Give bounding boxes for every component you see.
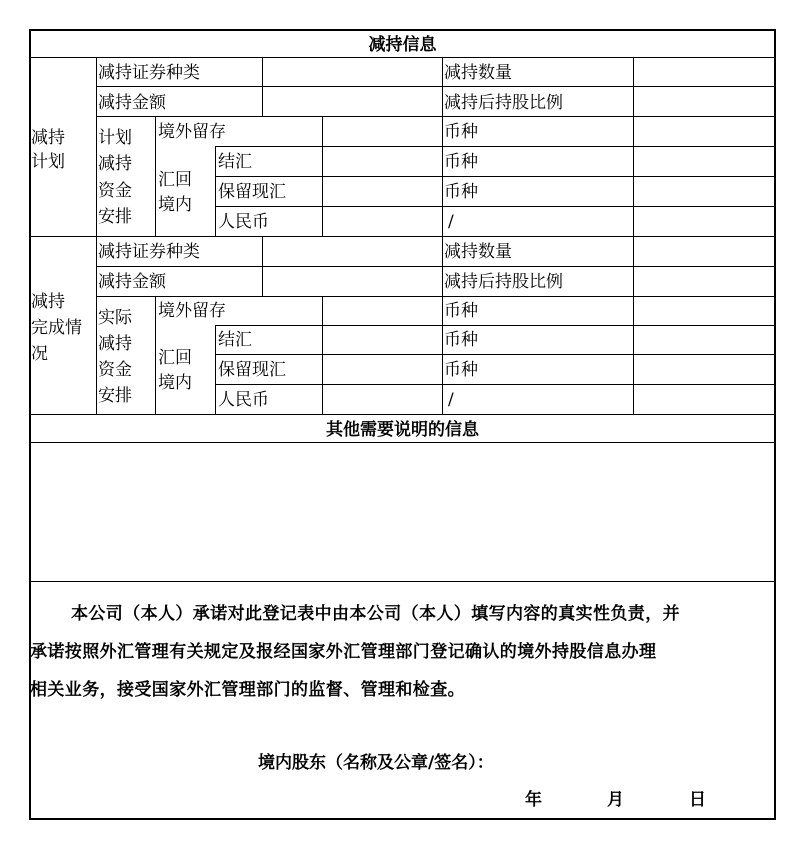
col-rule [96, 57, 97, 414]
completion-retained-fx-label: 保留现汇 [218, 360, 286, 380]
commitment-line: 相关业务，接受国家外汇管理部门的监督、管理和检查。 [30, 680, 465, 700]
completion-fund-arrangement-label: 资金 [98, 360, 132, 380]
plan-overseas-retained-label: 境外留存 [158, 122, 226, 142]
completion-fund-arrangement-label: 实际 [98, 308, 132, 328]
completion-section-label: 完成情 [31, 318, 82, 338]
completion-section-label: 况 [31, 344, 48, 364]
completion-currency-label: 币种 [444, 360, 478, 380]
plan-retained-fx-label: 保留现汇 [218, 182, 286, 202]
rule [215, 384, 775, 385]
commitment-line: 承诺按照外汇管理有关规定及报经国家外汇管理部门登记确认的境外持股信息办理 [30, 642, 657, 662]
completion-rmb-currency-slash: / [448, 390, 454, 410]
plan-amount-label: 减持金额 [98, 93, 166, 113]
plan-rmb-label: 人民币 [218, 212, 269, 232]
col-rule [442, 57, 443, 414]
section-header: 减持信息 [368, 35, 437, 55]
plan-repatriated-label: 境内 [158, 195, 192, 215]
completion-amount-label: 减持金额 [98, 272, 166, 292]
col-rule [215, 146, 216, 236]
plan-ratio-after-label: 减持后持股比例 [444, 93, 563, 113]
rule [96, 86, 775, 87]
plan-currency-label: 币种 [444, 152, 478, 172]
rule [215, 176, 775, 177]
completion-ratio-after-label: 减持后持股比例 [444, 272, 563, 292]
completion-overseas-retained-label: 境外留存 [158, 301, 226, 321]
plan-fund-arrangement-label: 减持 [98, 154, 132, 174]
rule [215, 146, 775, 147]
plan-fund-arrangement-label: 资金 [98, 181, 132, 201]
completion-currency-label: 币种 [444, 301, 478, 321]
rule [96, 296, 775, 297]
rule [215, 354, 775, 355]
completion-repatriated-label: 境内 [158, 373, 192, 393]
col-rule [262, 57, 263, 116]
col-rule [322, 296, 323, 414]
rule-other-header-bottom [30, 442, 775, 443]
rule [215, 206, 775, 207]
signature-label: 境内股东（名称及公章/签名）： [258, 753, 494, 773]
plan-quantity-label: 减持数量 [444, 63, 512, 83]
completion-rmb-label: 人民币 [218, 390, 269, 410]
date-month-label: 月 [607, 790, 624, 810]
completion-fund-arrangement-label: 安排 [98, 386, 132, 406]
col-rule [215, 325, 216, 414]
date-year-label: 年 [525, 790, 542, 810]
completion-currency-label: 币种 [444, 330, 478, 350]
rule-section-divider [30, 236, 775, 237]
rule [96, 266, 775, 267]
plan-repatriated-label: 汇回 [158, 170, 192, 190]
plan-securities-type-label: 减持证券种类 [98, 63, 200, 83]
col-rule [633, 57, 634, 414]
rule [215, 325, 775, 326]
col-rule [155, 116, 156, 236]
completion-section-label: 减持 [31, 292, 65, 312]
plan-settlement-label: 结汇 [218, 152, 252, 172]
plan-currency-label: 币种 [444, 182, 478, 202]
rule-other-info-bottom [30, 581, 775, 582]
plan-fund-arrangement-label: 安排 [98, 207, 132, 227]
completion-securities-type-label: 减持证券种类 [98, 242, 200, 262]
col-rule [155, 296, 156, 414]
rule-header-bottom [30, 57, 775, 58]
commitment-line: 本公司（本人）承诺对此登记表中由本公司（本人）填写内容的真实性负责，并 [71, 604, 680, 624]
plan-fund-arrangement-label: 计划 [98, 128, 132, 148]
col-rule [322, 116, 323, 236]
plan-rmb-currency-slash: / [448, 212, 454, 232]
completion-quantity-label: 减持数量 [444, 242, 512, 262]
rule-section-divider [30, 414, 775, 415]
date-day-label: 日 [689, 790, 706, 810]
rule [96, 116, 775, 117]
completion-settlement-label: 结汇 [218, 330, 252, 350]
other-info-header: 其他需要说明的信息 [326, 420, 479, 440]
plan-section-label: 减持 [31, 128, 65, 148]
commitment-paragraph [30, 595, 774, 709]
plan-currency-label: 币种 [444, 122, 478, 142]
completion-repatriated-label: 汇回 [158, 348, 192, 368]
plan-section-label: 计划 [31, 152, 65, 172]
col-rule [262, 236, 263, 296]
completion-fund-arrangement-label: 减持 [98, 334, 132, 354]
